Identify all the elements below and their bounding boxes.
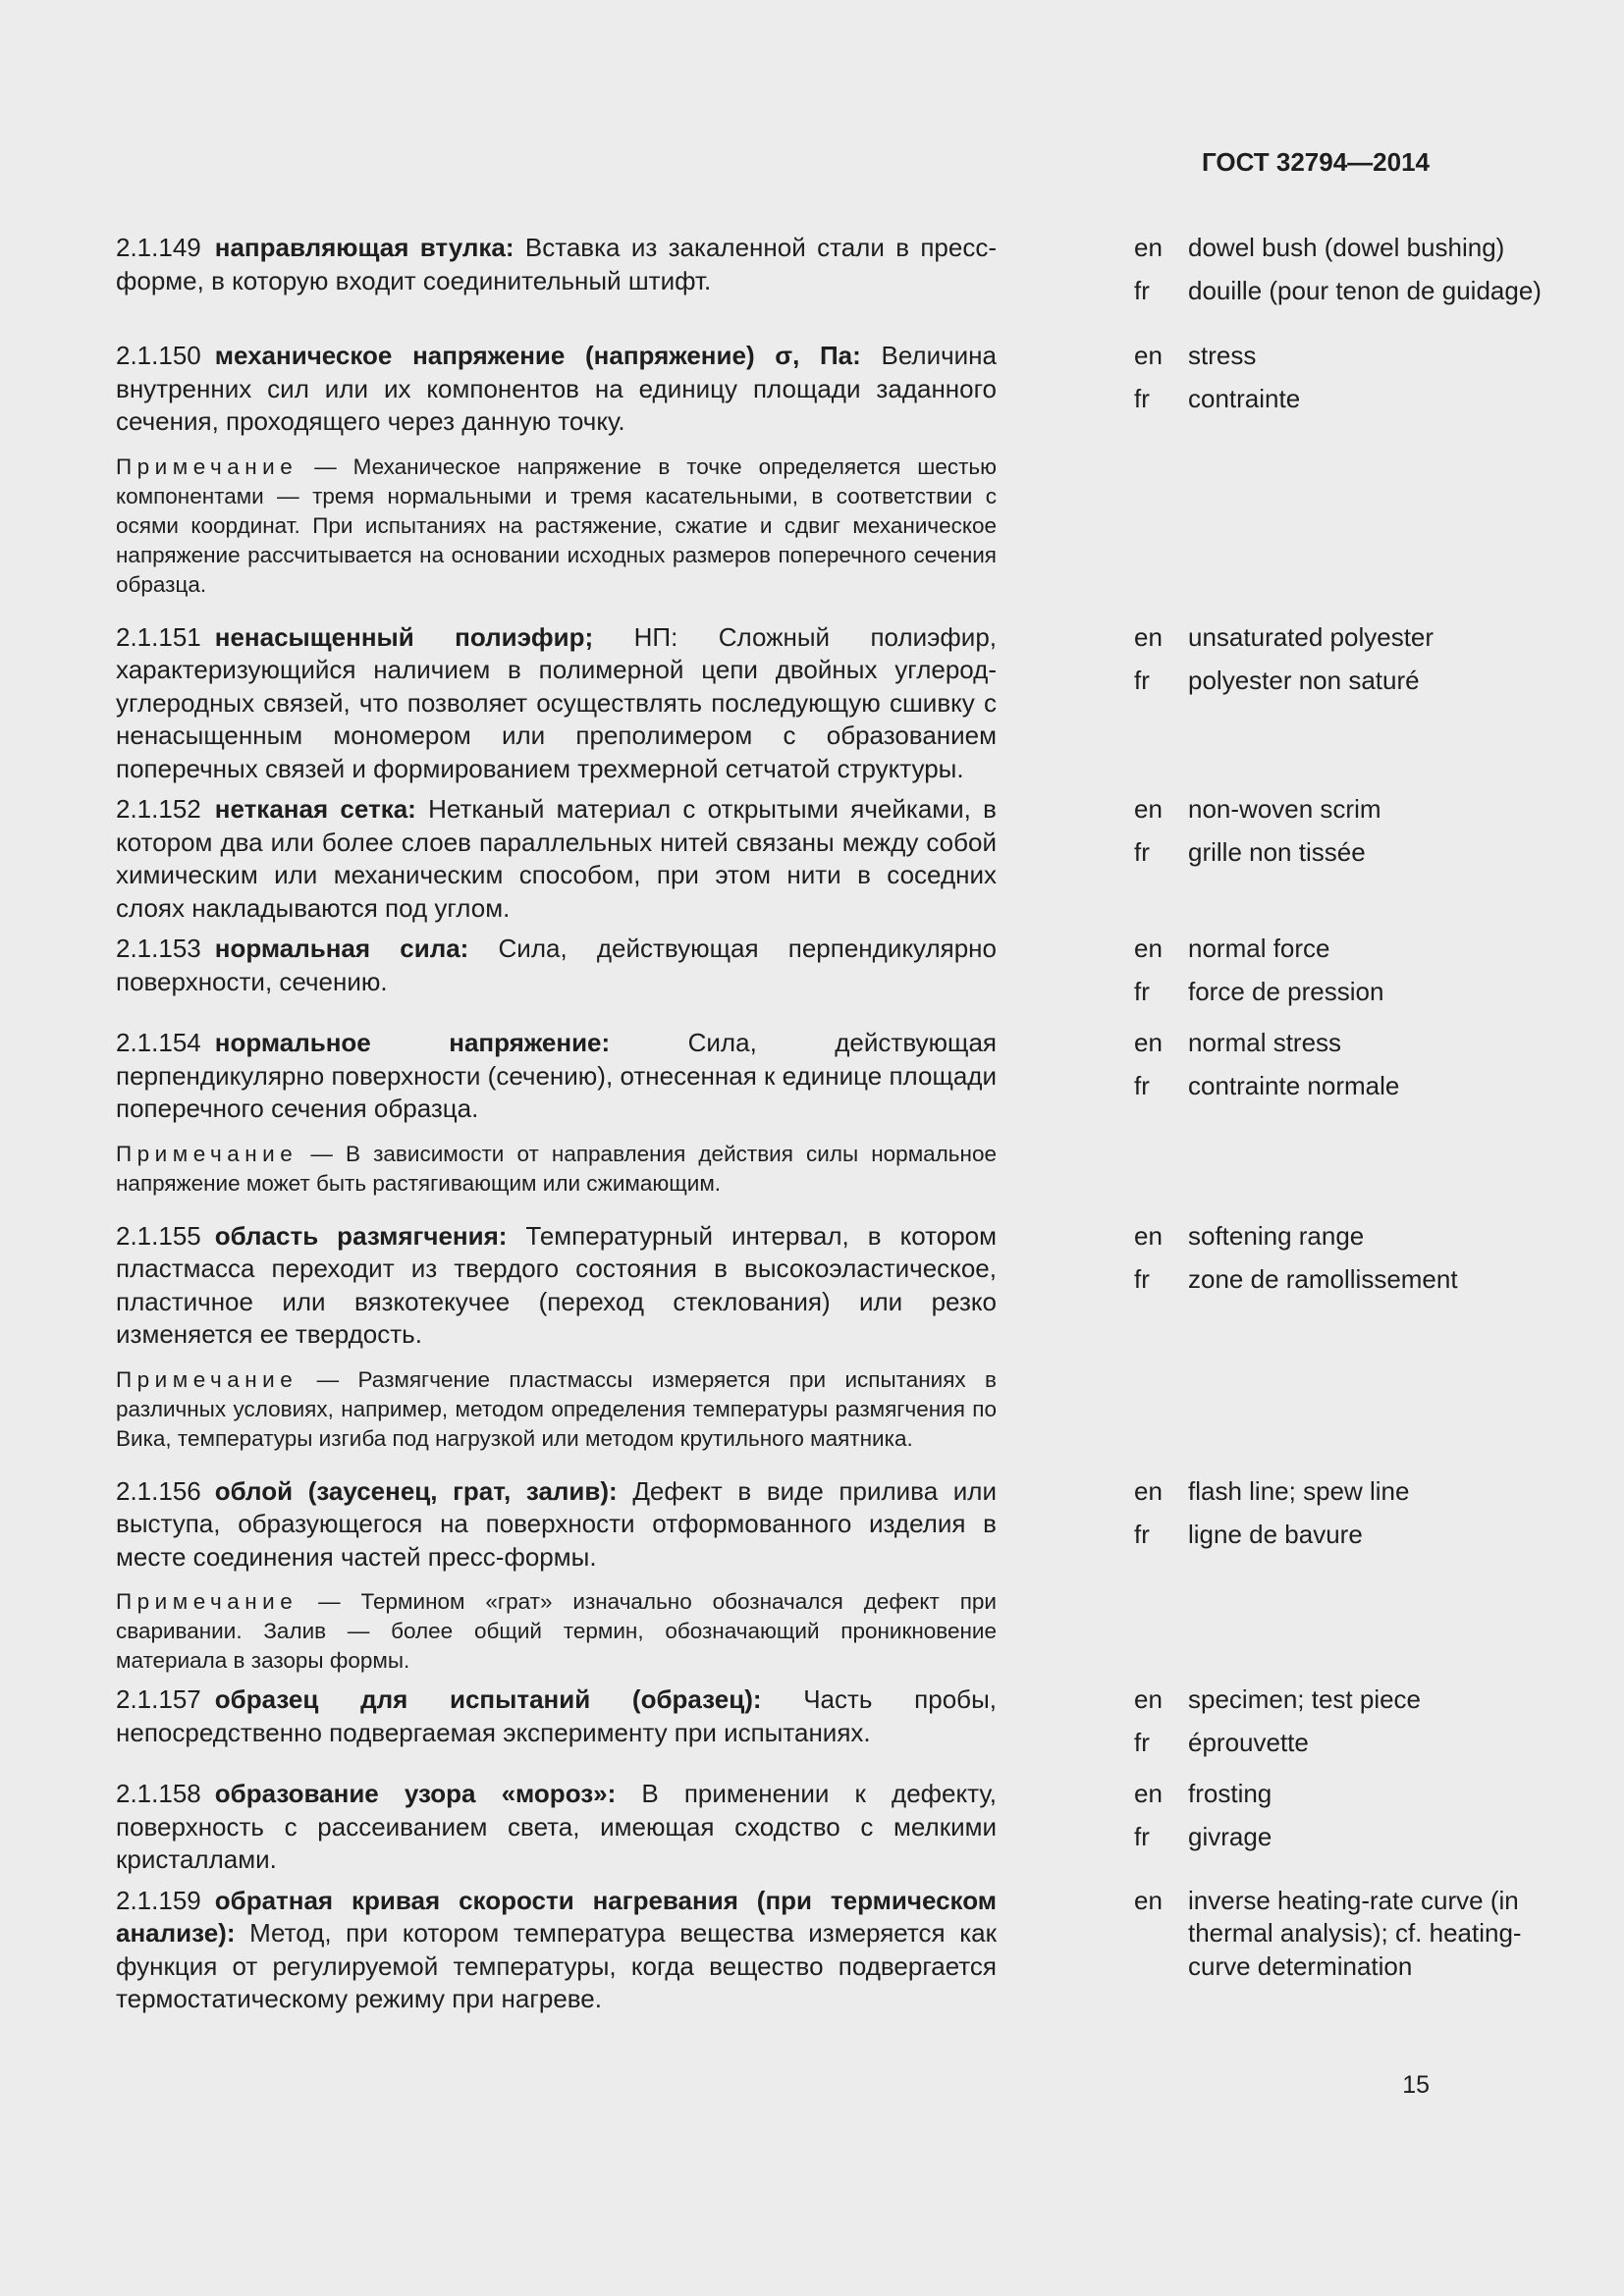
lang-code: en xyxy=(1134,794,1163,824)
term-entry-2-1-154 xyxy=(116,1027,1432,1199)
definition-text: Метод, при котором температура вещества измеряется как функция от регулируемой температуры, когда вещество подвергается термостатическому режиму при нагреве. xyxy=(116,1918,997,2013)
definition-text: В применении к дефекту, поверхность с рассеиванием света, имеющая сходство с мелкими кристаллами. xyxy=(116,1779,997,1874)
document-header: ГОСТ 32794—2014 xyxy=(1202,147,1430,177)
lang-code: en xyxy=(1134,1475,1163,1506)
lang-code: fr xyxy=(1134,837,1150,867)
term-entry-2-1-155 xyxy=(116,1220,1458,1454)
equivalents xyxy=(1134,621,1556,786)
term-name: нормальное напряжение: xyxy=(214,1028,611,1057)
note xyxy=(116,1140,997,1199)
lang-code: fr xyxy=(1134,1263,1150,1294)
lang-code: en xyxy=(1134,1779,1163,1808)
equivalent-term: dowel bush (dowel bushing) xyxy=(1188,233,1505,262)
equivalent-en xyxy=(1134,340,1556,373)
term-entry-2-1-156 xyxy=(116,1475,1432,1677)
term-number: 2.1.153 xyxy=(116,934,201,963)
equivalent-fr xyxy=(1134,1263,1556,1297)
equivalents xyxy=(1134,232,1556,318)
definition-text: Температурный интервал, в котором пластмасса переходит из твердого состояния в высокоэластическое, пластичное или вязкотекучее (переход стеклования) или резко изменяется ее твердость. xyxy=(116,1220,997,1349)
russian-term xyxy=(116,1885,997,2016)
term-number: 2.1.158 xyxy=(116,1779,201,1808)
term-name: нетканая сетка: xyxy=(214,794,416,824)
equivalent-en xyxy=(1134,793,1556,827)
definition xyxy=(116,1683,997,1749)
term-entry-2-1-158 xyxy=(116,1778,1432,1877)
lang-code: fr xyxy=(1134,665,1150,695)
equivalents xyxy=(1134,1885,1556,2016)
equivalent-term: softening range xyxy=(1188,1220,1365,1251)
equivalent-fr xyxy=(1134,1727,1556,1760)
definition xyxy=(116,1220,997,1352)
equivalent-fr xyxy=(1134,1070,1556,1103)
equivalents xyxy=(1134,793,1556,925)
russian-term xyxy=(116,621,997,786)
russian-term xyxy=(116,1475,997,1677)
lang-code: fr xyxy=(1134,1071,1150,1100)
note-text: Механическое напряжение в точке определяется шестью компонентами — тремя нормальными и тремя касательными, в соответствии с осями координат. При испытаниях на растяжение, сжатие и сдвиг механическое напряжение рассчитывается на основании исходных размеров поперечного сечения образца. xyxy=(116,454,997,597)
lang-code: en xyxy=(1134,621,1163,652)
page-number: 15 xyxy=(1402,2071,1430,2099)
equivalent-term: zone de ramollissement xyxy=(1188,1263,1458,1294)
note-dash: — xyxy=(298,1589,361,1614)
term-entry-2-1-150 xyxy=(116,340,1432,600)
russian-term xyxy=(116,1683,997,1770)
lang-code: fr xyxy=(1134,276,1150,305)
equivalent-fr xyxy=(1134,665,1556,698)
equivalent-term: specimen; test piece xyxy=(1188,1684,1422,1714)
equivalent-term: normal stress xyxy=(1188,1028,1342,1057)
lang-code: fr xyxy=(1134,1519,1150,1549)
equivalent-en xyxy=(1134,1885,1556,1984)
definition xyxy=(116,933,997,998)
definition-text: Вставка из закаленной стали в пресс-форме, в которую входит соединительный штифт. xyxy=(116,233,998,295)
term-entry-2-1-153 xyxy=(116,933,1432,1019)
term-entry-2-1-151 xyxy=(116,621,1435,786)
lang-code: en xyxy=(1134,934,1163,963)
equivalent-term: normal force xyxy=(1188,934,1330,963)
russian-term xyxy=(116,1778,997,1877)
definition xyxy=(116,340,997,439)
note-text: В зависимости от направления действия силы нормальное напряжение может быть растягивающим или сжимающим. xyxy=(116,1141,997,1196)
definition xyxy=(116,232,997,297)
equivalent-en xyxy=(1134,933,1556,966)
equivalent-term: stress xyxy=(1188,341,1257,370)
russian-term xyxy=(116,933,997,1019)
term-name: образец для испытаний (образец): xyxy=(214,1684,762,1714)
definition xyxy=(116,1778,997,1877)
note-dash: — xyxy=(298,1141,346,1166)
equivalent-term: grille non tissée xyxy=(1188,837,1366,867)
definition xyxy=(116,793,997,925)
term-number: 2.1.157 xyxy=(116,1684,201,1714)
equivalent-fr xyxy=(1134,976,1556,1009)
equivalent-term: unsaturated polyester xyxy=(1188,621,1435,652)
equivalent-term: inverse heating-rate curve (in thermal analysis); cf. heating-curve determination xyxy=(1188,1885,1522,1981)
lang-code: en xyxy=(1134,1028,1163,1057)
definition xyxy=(116,1885,997,2016)
term-number: 2.1.155 xyxy=(116,1220,201,1251)
equivalent-en xyxy=(1134,232,1556,265)
equivalent-en xyxy=(1134,621,1556,655)
note xyxy=(116,1365,997,1454)
definition-text: Сила, действующая перпендикулярно поверхности, сечению. xyxy=(116,934,997,996)
definition xyxy=(116,1475,997,1575)
equivalents xyxy=(1134,340,1556,600)
definition-text: Величина внутренних сил или их компонентов на единицу площади заданного сечения, проходящего через данную точку. xyxy=(116,341,997,436)
equivalent-en xyxy=(1134,1778,1556,1811)
definition xyxy=(116,621,997,786)
lang-code: en xyxy=(1134,341,1163,370)
note xyxy=(116,1587,997,1676)
equivalents xyxy=(1134,1778,1556,1877)
russian-term xyxy=(116,1027,997,1199)
term-entry-2-1-152 xyxy=(116,793,1432,925)
equivalent-en xyxy=(1134,1683,1556,1717)
equivalent-term: non-woven scrim xyxy=(1188,794,1381,824)
lang-code: en xyxy=(1134,1885,1163,1915)
definition xyxy=(116,1027,997,1126)
equivalent-en xyxy=(1134,1220,1556,1254)
equivalents xyxy=(1134,1683,1556,1770)
term-entry-2-1-159 xyxy=(116,1885,1522,2016)
term-number: 2.1.150 xyxy=(116,341,201,370)
russian-term xyxy=(116,232,997,318)
equivalent-term: contrainte normale xyxy=(1188,1071,1400,1100)
note-label: Примечание xyxy=(116,1589,298,1614)
equivalent-term: polyester non saturé xyxy=(1188,665,1420,695)
lang-code: en xyxy=(1134,1220,1163,1251)
term-number: 2.1.159 xyxy=(116,1885,201,1915)
term-number: 2.1.149 xyxy=(116,233,201,262)
note-text: Размягчение пластмассы измеряется при испытаниях в различных условиях, например, методом определения температуры размягчения по Вика, температуры изгиба под нагрузкой или методом крутильного маятника. xyxy=(116,1366,997,1451)
note-dash: — xyxy=(298,1366,358,1392)
equivalent-fr xyxy=(1134,1519,1556,1552)
term-name: ненасыщенный полиэфир; xyxy=(214,621,594,652)
equivalents xyxy=(1134,1027,1556,1199)
russian-term xyxy=(116,340,997,600)
lang-code: fr xyxy=(1134,384,1150,413)
equivalents xyxy=(1134,933,1556,1019)
term-number: 2.1.151 xyxy=(116,621,201,652)
term-name: направляющая втулка: xyxy=(214,233,514,262)
equivalents xyxy=(1134,1220,1556,1454)
note-label: Примечание xyxy=(116,1366,298,1392)
equivalent-en xyxy=(1134,1475,1556,1509)
equivalents xyxy=(1134,1475,1556,1677)
equivalent-term: ligne de bavure xyxy=(1188,1519,1363,1549)
term-name: облой (заусенец, грат, залив): xyxy=(214,1475,618,1506)
equivalent-fr xyxy=(1134,383,1556,416)
equivalent-term: force de pression xyxy=(1188,977,1384,1006)
note xyxy=(116,453,997,600)
lang-code: en xyxy=(1134,1684,1163,1714)
equivalent-en xyxy=(1134,1027,1556,1060)
definition-text: Сила, действующая перпендикулярно поверхности (сечению), отнесенная к единице площади поперечного сечения образца. xyxy=(116,1028,997,1123)
lang-code: fr xyxy=(1134,977,1150,1006)
definition-text: Нетканый материал с открытыми ячейками, в котором два или более слоев параллельных нитей связаны между собой химическим или механическим способом, при этом нити в соседних слоях накладываются под углом. xyxy=(116,794,997,923)
lang-code: fr xyxy=(1134,1728,1150,1757)
equivalent-fr xyxy=(1134,1821,1556,1854)
russian-term xyxy=(116,1220,997,1454)
term-name: область размягчения: xyxy=(214,1220,508,1251)
term-number: 2.1.156 xyxy=(116,1475,201,1506)
equivalent-term: flash line; spew line xyxy=(1188,1475,1410,1506)
equivalent-term: douille (pour tenon de guidage) xyxy=(1188,276,1542,305)
term-entry-2-1-149 xyxy=(116,232,1542,318)
equivalent-fr xyxy=(1134,275,1556,308)
equivalent-term: éprouvette xyxy=(1188,1728,1309,1757)
equivalent-term: contrainte xyxy=(1188,384,1301,413)
note-label: Примечание xyxy=(116,454,298,479)
note-text: Термином «грат» изначально обозначался дефект при сваривании. Залив — более общий термин, обозначающий проникновение материала в зазоры формы. xyxy=(116,1589,997,1673)
term-name: нормальная сила: xyxy=(214,934,469,963)
term-name: образование узора «мороз»: xyxy=(214,1779,617,1808)
lang-code: fr xyxy=(1134,1822,1150,1851)
lang-code: en xyxy=(1134,233,1163,262)
terms-list xyxy=(116,232,1542,2024)
russian-term xyxy=(116,793,997,925)
term-number: 2.1.152 xyxy=(116,794,201,824)
definition-text: НП: Сложный полиэфир, характеризующийся наличием в полимерной цепи двойных углерод-углеродных связей, что позволяет осуществлять последующую сшивку с ненасыщенным мономером или преполимером с образованием поперечных связей и формированием трехмерной сетчатой структуры. xyxy=(116,621,998,783)
note-label: Примечание xyxy=(116,1141,298,1166)
equivalent-fr xyxy=(1134,836,1556,870)
definition-text: Дефект в виде прилива или выступа, образующегося на поверхности отформованного изделия в месте соединения частей пресс-формы. xyxy=(116,1475,997,1572)
note-dash: — xyxy=(298,454,353,479)
equivalent-term: givrage xyxy=(1188,1822,1272,1851)
equivalent-term: frosting xyxy=(1188,1779,1272,1808)
term-name: механическое напряжение (напряжение) σ, Па: xyxy=(214,341,861,370)
term-number: 2.1.154 xyxy=(116,1028,201,1057)
term-name: обратная кривая скорости нагревания (при термическом анализе): xyxy=(116,1885,997,1948)
definition-text: Часть пробы, непосредственно подвергаемая эксперименту при испытаниях. xyxy=(116,1684,997,1747)
term-entry-2-1-157 xyxy=(116,1683,1432,1770)
